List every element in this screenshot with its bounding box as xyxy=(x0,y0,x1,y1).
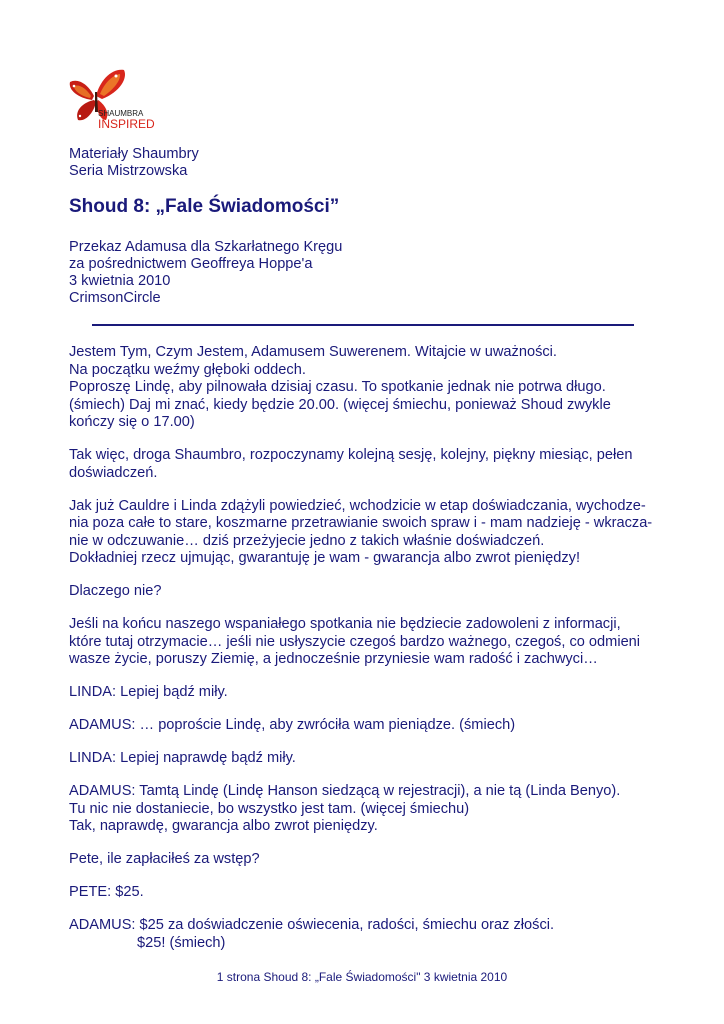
text-line: (śmiech) Daj mi znać, kiedy będzie 20.00. (więcej śmiechu, ponieważ Shoud zwykle xyxy=(69,396,611,413)
paragraph xyxy=(69,447,669,482)
logo-text-shaumbra: SHAUMBRA xyxy=(98,109,144,118)
text-line: Tak, naprawdę, gwarancja albo zwrot pieniędzy. xyxy=(69,818,378,834)
paragraph xyxy=(69,498,669,568)
text-line: nie w odczuwanie… dziś przeżyjecie jedno z takich właśnie doświadczeń. xyxy=(69,532,545,549)
text-line: Jak już Cauldre i Linda zdążyli powiedzieć, wchodzicie w etap doświadczania, wychodze- xyxy=(69,497,646,514)
text-line: doświadczeń. xyxy=(69,464,158,481)
text-line: kończy się o 17.00) xyxy=(69,414,195,430)
text-line: Jestem Tym, Czym Jestem, Adamusem Suwerenem. Witajcie w uważności. xyxy=(69,344,557,360)
text-line: Tu nic nie dostaniecie, bo wszystko jest tam. (więcej śmiechu) xyxy=(69,800,470,817)
document-body xyxy=(69,344,669,952)
paragraph xyxy=(69,917,669,952)
text-line: Na początku weźmy głęboki oddech. xyxy=(69,361,306,378)
document-title: Shoud 8: „Fale Świadomości” xyxy=(69,196,340,217)
text-line: $25! (śmiech) xyxy=(137,934,226,951)
horizontal-rule xyxy=(92,324,634,326)
paragraph: Pete, ile zapłaciłeś za wstęp? xyxy=(69,851,260,867)
paragraph: LINDA: Lepiej naprawdę bądź miły. xyxy=(69,750,296,766)
paragraph xyxy=(69,783,669,836)
text-line: wasze życie, poruszy Ziemię, a jednocześnie przyniesie wam radość i zachwyci… xyxy=(69,651,598,667)
series-header xyxy=(69,146,199,180)
text-line: Dokładniej rzecz ujmując, gwarantuję je wam - gwarancja albo zwrot pieniędzy! xyxy=(69,550,581,566)
meta-line-1: Przekaz Adamusa dla Szkarłatnego Kręgu xyxy=(69,239,343,255)
document-meta xyxy=(69,239,342,307)
paragraph: Dlaczego nie? xyxy=(69,583,162,599)
paragraph xyxy=(69,616,669,669)
paragraph xyxy=(69,344,669,432)
paragraph: PETE: $25. xyxy=(69,884,144,900)
paragraph: LINDA: Lepiej bądź miły. xyxy=(69,684,228,700)
text-line: Tak więc, droga Shaumbro, rozpoczynamy kolejną sesję, kolejny, piękny miesiąc, pełen xyxy=(69,447,633,463)
text-line: Jeśli na końcu naszego wspaniałego spotkania nie będziecie zadowoleni z informacji, xyxy=(69,616,621,632)
text-line: ADAMUS: $25 za doświadczenie oświecenia, radości, śmiechu oraz złości. xyxy=(69,917,555,933)
text-line: nia poza całe to stare, koszmarne przetrawianie swoich spraw i - mam nadzieję - wkracza- xyxy=(69,515,653,531)
text-line: ADAMUS: Tamtą Lindę (Lindę Hanson siedzącą w rejestracji), a nie tą (Linda Benyo). xyxy=(69,783,621,799)
text-line: Poproszę Lindę, aby pilnowała dzisiaj czasu. To spotkanie jednak nie potrwa długo. xyxy=(69,379,606,395)
meta-line-4: CrimsonCircle xyxy=(69,290,161,306)
text-line: które tutaj otrzymacie… jeśli nie usłyszycie czegoś bardzo ważnego, czegoś, co odmieni xyxy=(69,633,641,650)
series-line-1: Materiały Shaumbry xyxy=(69,146,199,162)
meta-line-2: za pośrednictwem Geoffreya Hoppe'a xyxy=(69,256,313,272)
page-footer: 1 strona Shoud 8: „Fale Świadomości" 3 kwietnia 2010 xyxy=(216,970,508,984)
logo-text-inspired: INSPIRED xyxy=(98,117,155,131)
shaumbra-inspired-logo xyxy=(66,66,166,136)
meta-line-3: 3 kwietnia 2010 xyxy=(69,273,171,289)
paragraph: ADAMUS: … poproście Lindę, aby zwróciła wam pieniądze. (śmiech) xyxy=(69,717,516,733)
series-line-2: Seria Mistrzowska xyxy=(69,163,188,179)
